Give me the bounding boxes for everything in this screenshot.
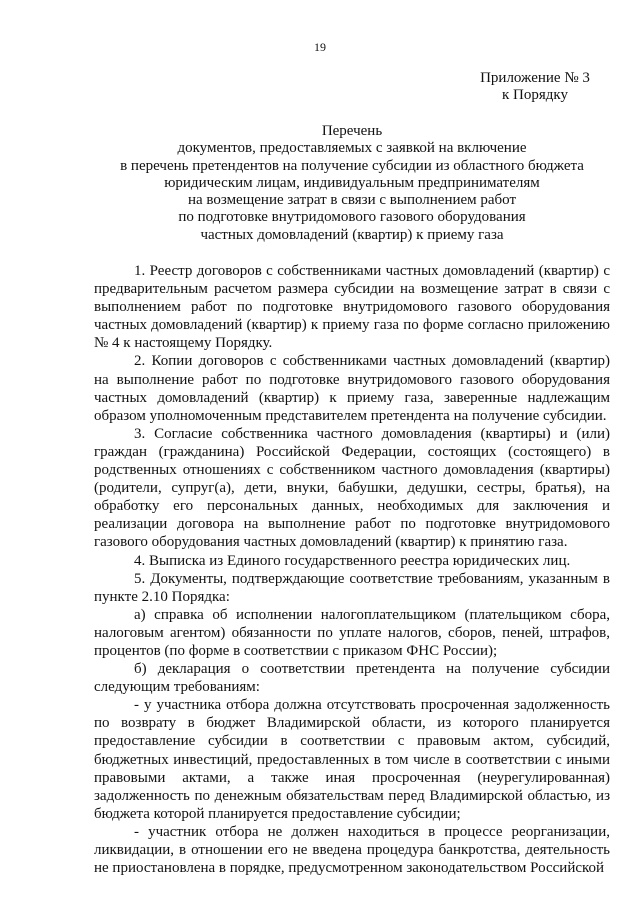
appendix-line-1: Приложение № 3 [480, 70, 590, 86]
paragraph-1: 1. Реестр договоров с собственниками частных домовладений (квартир) с предварительным расчетом размера субсидии на возмещение затрат в связи с выполнением работ по подготовке внутридомового газового оборудования частных домовладений (квартир) к приему газа по форме согласно приложению № 4 к настоящему Порядку. [94, 263, 610, 352]
appendix-line-2: к Порядку [502, 87, 568, 103]
page-number: 19 [314, 40, 326, 54]
paragraph-3: 3. Согласие собственника частного домовладения (квартиры) и (или) граждан (гражданина) Российской Федерации, состоящих (состоящего) в родственных отношениях с собственником частного домовладения (квартиры) (родители, супруг(а), дети, внуки, бабушки, дедушки, сестры, братья), на обработку его персональных данных, необходимых для заключения и реализации договора на выполнение работ по подготовке внутридомового газового оборудования частных домовладений (квартир) к принятию газа. [94, 425, 610, 551]
title-line: в перечень претендентов на получение субсидии из областного бюджета [120, 157, 584, 174]
appendix-reference [455, 70, 615, 104]
requirement-item: - у участника отбора должна отсутствовать просроченная задолженность по возврату в бюджет Владимирской области, из которого планируется предоставление субсидии в соответствии с правовым актом, субсидий, бюджетных инвестиций, предоставленных в том числе в соответствии с иными правовыми актами, а также иная просроченная (неурегулированная) задолженность по денежным обязательствам перед Владимирской областью, из бюджета которой планируется предоставление субсидии; [94, 697, 610, 822]
requirement-item: - участник отбора не должен находиться в процессе реорганизации, ликвидации, в отношении его не введена процедура банкротства, деятельность не приостановлена в порядке, предусмотренном законодательством Российской [94, 823, 610, 877]
title-word: Перечень [321, 123, 383, 139]
title-line: по подготовке внутридомового газового оборудования [178, 209, 526, 226]
title-line: документов, предоставляемых с заявкой на включение [177, 140, 527, 157]
paragraph-2: 2. Копии договоров с собственниками частных домовладений (квартир) на выполнение работ по подготовке внутридомового газового оборудования частных домовладений (квартир) к приему газа, заверенные надлежащим образом уполномоченным представителем претендента на получение субсидии. [94, 353, 610, 424]
document-body [94, 262, 610, 877]
paragraph-4: 4. Выписка из Единого государственного реестра юридических лиц. [134, 552, 571, 569]
paragraph-5b: б) декларация о соответствии претендента на получение субсидии следующим требованиям: [94, 661, 610, 696]
title-line: на возмещение затрат в связи с выполнением работ [187, 192, 517, 209]
title-line: частных домовладений (квартир) к приему газа [200, 226, 504, 243]
paragraph-5a: а) справка об исполнении налогоплательщиком (плательщиком сбора, налоговым агентом) обязанности по уплате налогов, сборов, пеней, штрафов, процентов (по форме в соответствии с приказом ФНС России); [94, 606, 610, 659]
title-line: юридическим лицам, индивидуальным предпринимателям [164, 174, 540, 191]
paragraph-5: 5. Документы, подтверждающие соответствие требованиям, указанным в пункте 2.10 Порядка: [94, 570, 610, 605]
document-title [94, 123, 610, 244]
